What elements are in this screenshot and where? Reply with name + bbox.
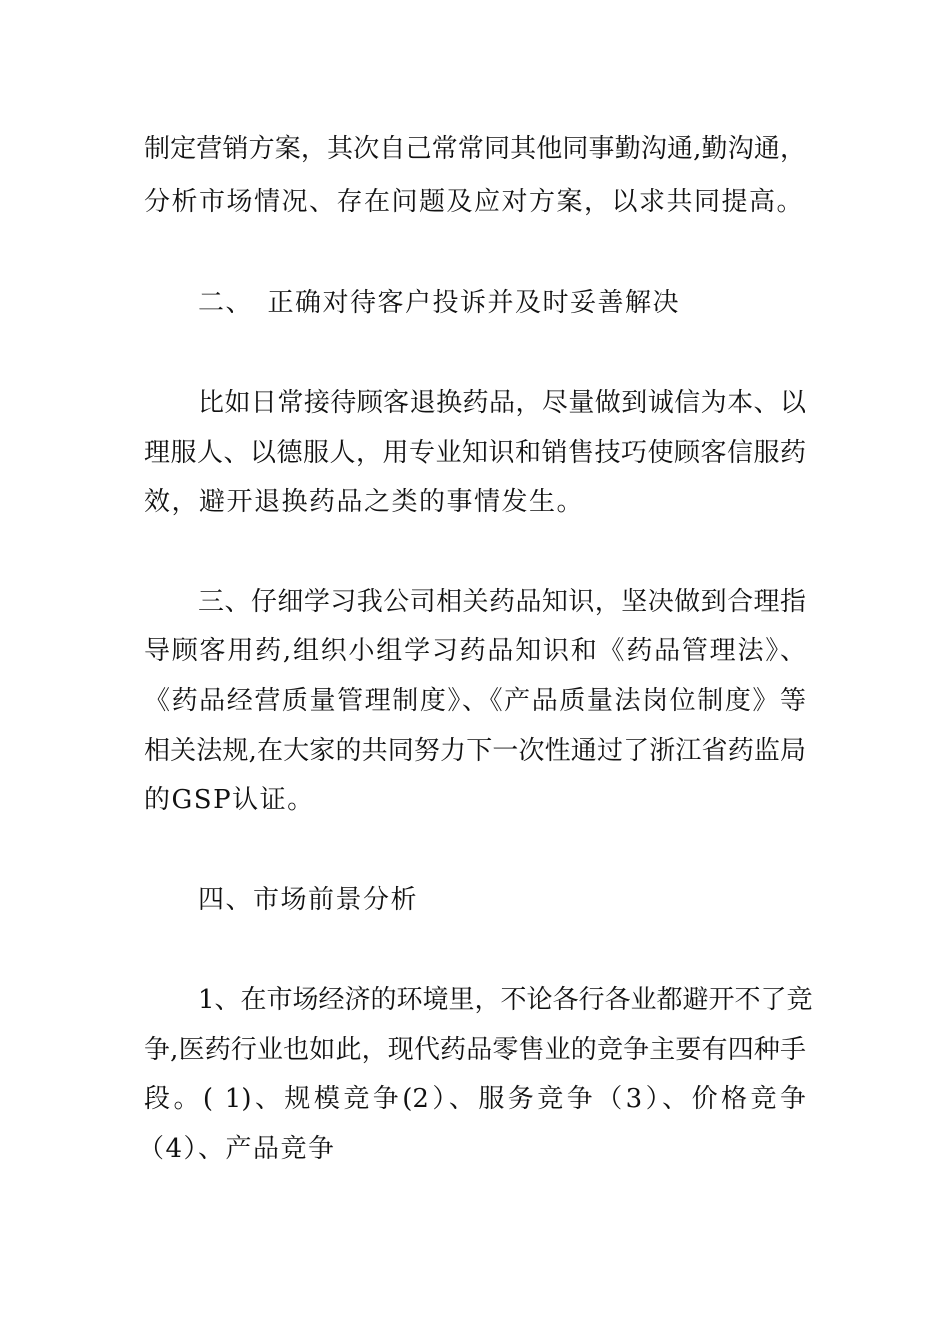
text-line-14: 争,医药行业也如此，现代药品零售业的竞争主要有四种手 bbox=[144, 1035, 806, 1065]
text-line-6: 效，避开退换药品之类的事情发生。 bbox=[144, 487, 585, 517]
section-heading-4: 四、市场前景分析 bbox=[198, 885, 419, 915]
text-line-10: 相关法规,在大家的共同努力下一次性通过了浙江省药监局 bbox=[144, 736, 806, 766]
section-heading-2: 二、 正确对待客户投诉并及时妥善解决 bbox=[198, 288, 681, 318]
text-line-16: （4）、产品竞争 bbox=[138, 1134, 336, 1164]
section-heading-3: 三、仔细学习我公司相关药品知识，坚决做到合理指 bbox=[198, 587, 806, 617]
text-line-1: 制定营销方案，其次自己常常同其他同事勤沟通,勤沟通， bbox=[144, 134, 806, 164]
text-line-5: 理服人、以德服人，用专业知识和销售技巧使顾客信服药 bbox=[144, 438, 806, 468]
text-line-15: 段。( 1)、规模竞争(2）、服务竞争（3）、价格竞争 bbox=[144, 1084, 806, 1114]
text-line-8: 导顾客用药,组织小组学习药品知识和《药品管理法》、 bbox=[144, 636, 806, 666]
text-line-13: 1、在市场经济的环境里，不论各行各业都避开不了竞 bbox=[198, 985, 813, 1015]
text-line-4: 比如日常接待顾客退换药品，尽量做到诚信为本、以 bbox=[198, 388, 806, 418]
text-line-11: 的GSP认证。 bbox=[144, 785, 315, 815]
text-line-2: 分析市场情况、存在问题及应对方案，以求共同提高。 bbox=[144, 187, 805, 217]
text-line-9: 《药品经营质量管理制度》、《产品质量法岗位制度》等 bbox=[144, 686, 806, 716]
